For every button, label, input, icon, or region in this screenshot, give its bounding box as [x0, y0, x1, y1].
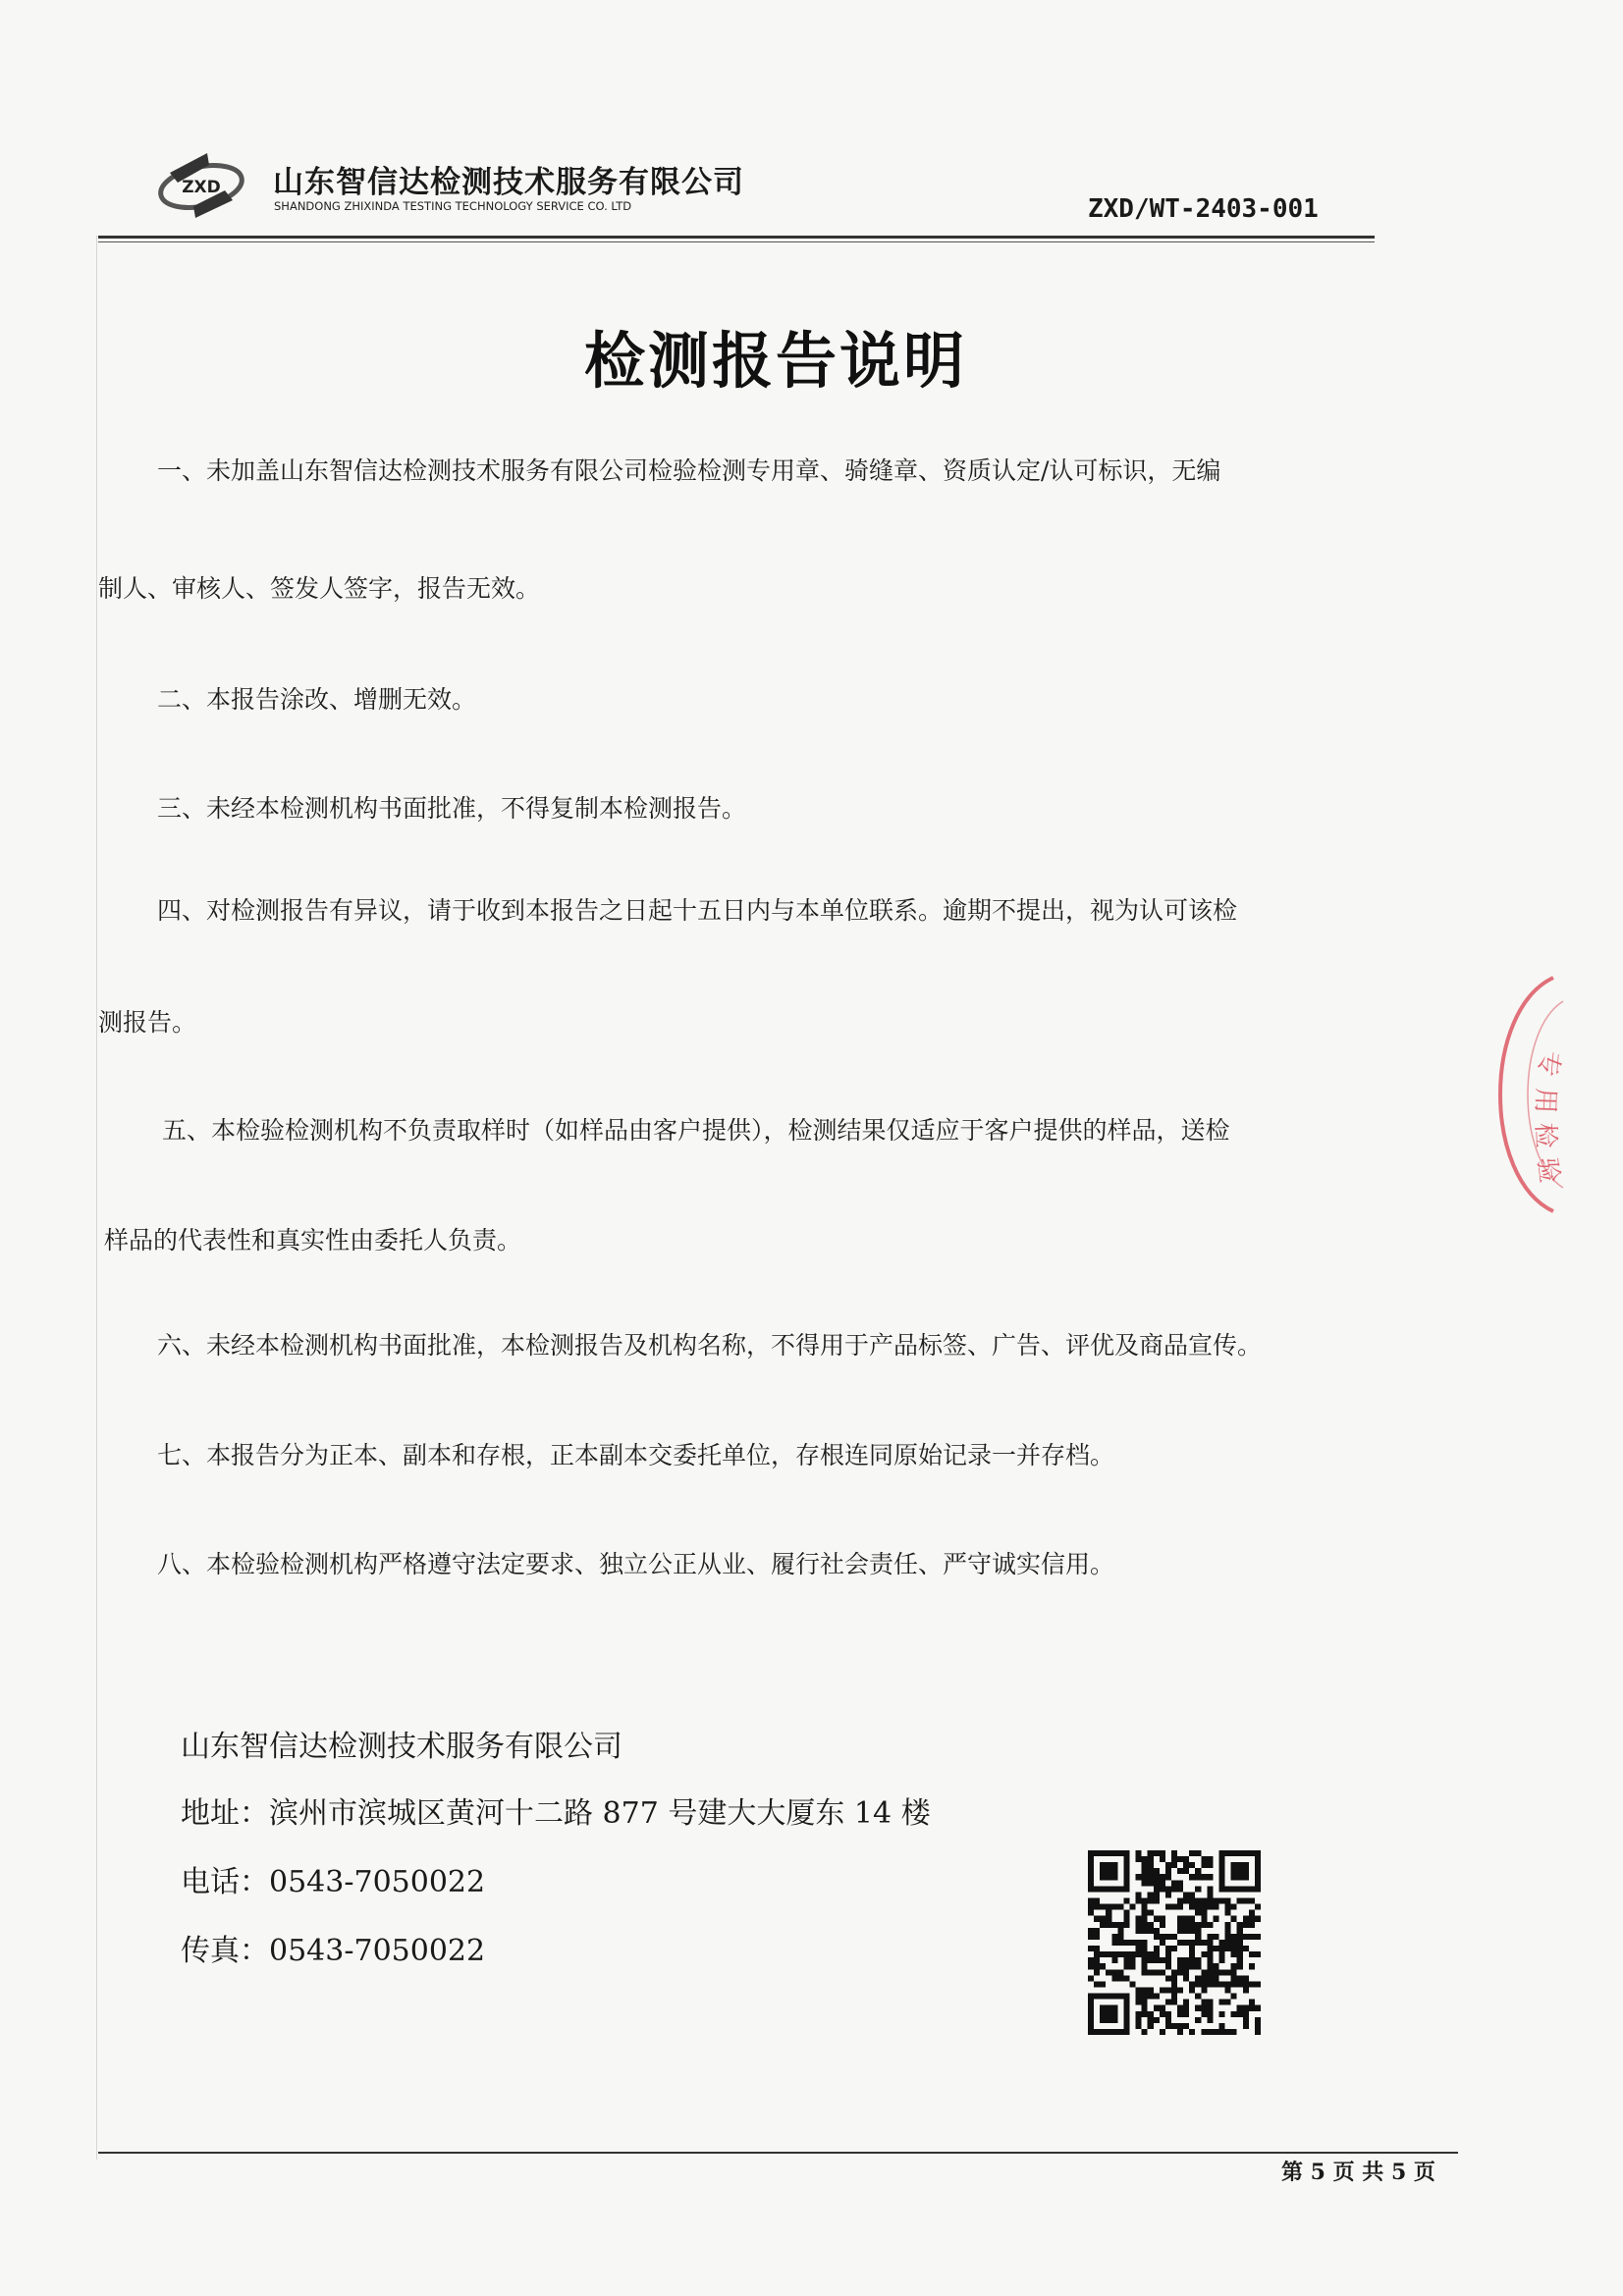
clause-3: 三、未经本检测机构书面批准，不得复制本检测报告。	[157, 794, 747, 823]
red-seal-stamp	[1443, 972, 1623, 1217]
clause-5-line-2: 样品的代表性和真实性由委托人负责。	[104, 1226, 522, 1255]
zxd-logo-icon	[152, 145, 250, 224]
clause-8: 八、本检验检测机构严格遵守法定要求、独立公正从业、履行社会责任、严守诚实信用。	[157, 1550, 1115, 1578]
company-name-cn: 山东智信达检测技术服务有限公司	[273, 165, 744, 200]
contact-address: 地址：滨州市滨城区黄河十二路 877 号建大大厦东 14 楼	[181, 1796, 931, 1831]
svg-text:验: 验	[1532, 1155, 1564, 1185]
contact-phone: 电话：0543-7050022	[181, 1865, 486, 1899]
report-number: ZXD/WT-2403-001	[1088, 194, 1319, 224]
clause-2: 二、本报告涂改、增删无效。	[157, 685, 477, 714]
contact-company: 山东智信达检测技术服务有限公司	[181, 1730, 622, 1764]
clause-1-line-1: 一、未加盖山东智信达检测技术服务有限公司检验检测专用章、骑缝章、资质认定/认可标识，无编	[157, 456, 1221, 485]
page-number: 第 5 页 共 5 页	[1281, 2160, 1435, 2185]
scan-edge-line	[96, 236, 97, 2160]
svg-text:用: 用	[1530, 1087, 1560, 1114]
clause-4-line-2: 测报告。	[98, 1008, 197, 1037]
clause-4-line-1: 四、对检测报告有异议，请于收到本报告之日起十五日内与本单位联系。逾期不提出，视为认可该检	[157, 896, 1238, 925]
clause-1-line-2: 制人、审核人、签发人签字，报告无效。	[98, 574, 541, 603]
clause-5-line-1: 五、本检验检测机构不负责取样时（如样品由客户提供），检测结果仅适应于客户提供的样品，送检	[162, 1116, 1230, 1145]
page-title: 检测报告说明	[583, 325, 967, 397]
qr-code-icon	[1088, 1849, 1261, 2036]
header-divider	[98, 236, 1375, 242]
contact-fax: 传真：0543-7050022	[181, 1934, 486, 1968]
svg-text:检: 检	[1530, 1122, 1560, 1149]
clause-7: 七、本报告分为正本、副本和存根，正本副本交委托单位，存根连同原始记录一并存档。	[157, 1441, 1115, 1469]
footer-divider	[98, 2152, 1458, 2154]
company-name-en: SHANDONG ZHIXINDA TESTING TECHNOLOGY SERVICE CO. LTD	[274, 199, 632, 213]
clause-6: 六、未经本检测机构书面批准，本检测报告及机构名称，不得用于产品标签、广告、评优及商品宣传。	[157, 1331, 1263, 1360]
svg-text:ZXD: ZXD	[182, 178, 221, 197]
svg-text:专: 专	[1532, 1049, 1564, 1078]
